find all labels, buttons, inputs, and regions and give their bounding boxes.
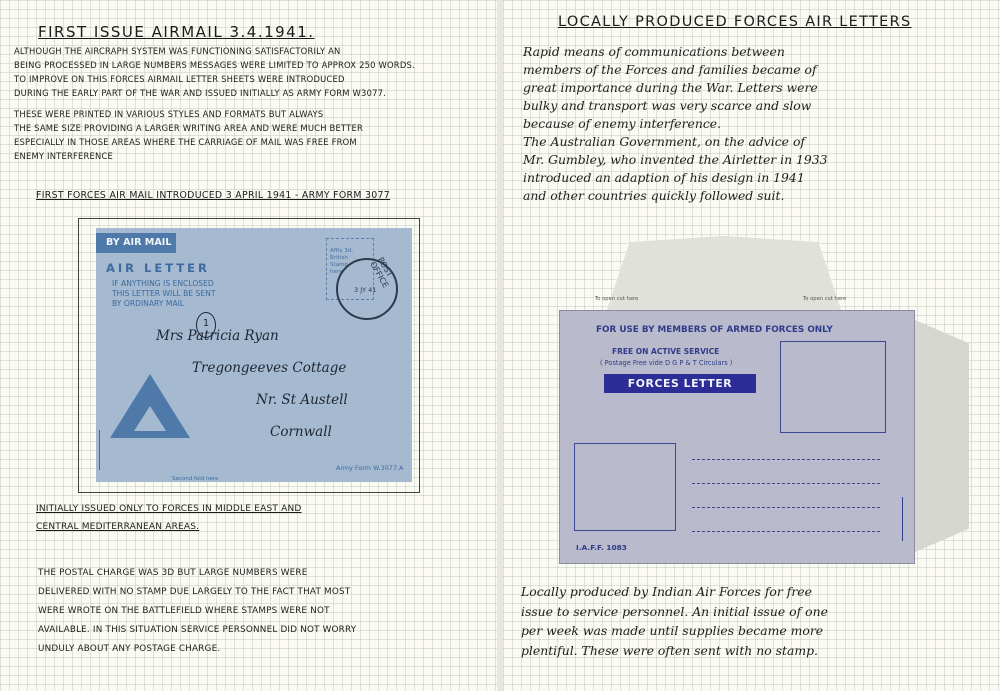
air-letter-heading: AIR LETTER [106, 261, 210, 275]
handwritten-line: bulky and transport was very scarce and slow [523, 98, 812, 113]
letter-side-flap [915, 320, 969, 552]
circled-number: 1 [196, 312, 216, 338]
intro-line: THESE WERE PRINTED IN VARIOUS STYLES AND FORMATS BUT ALWAYS [14, 109, 324, 119]
postage-free-text: ( Postage Free vide D G P & T Circulars ) [600, 359, 733, 367]
postal-note-line: AVAILABLE. IN THIS SITUATION SERVICE PERSONNEL DID NOT WORRY [38, 625, 357, 635]
intro-line: BEING PROCESSED IN LARGE NUMBERS MESSAGES WERE LIMITED TO APPROX 250 WORDS. [14, 60, 415, 70]
enclosure-notice [112, 279, 215, 309]
by-air-mail-label: BY AIR MAIL [96, 233, 176, 253]
issue-note [36, 500, 302, 536]
right-album-page [503, 0, 1000, 691]
censor-box [780, 341, 886, 433]
address-rule [692, 483, 880, 484]
indian-forces-note [521, 582, 828, 660]
handwritten-line: The Australian Government, on the advice of [523, 134, 805, 149]
handwritten-line: introduced an adaption of his design in 1941 [523, 170, 805, 185]
intro-line: ENEMY INTERFERENCE [14, 151, 114, 161]
issue-note-line: CENTRAL MEDITERRANEAN AREAS. [36, 522, 200, 532]
handwritten-line: issue to service personnel. An initial issue of one [521, 603, 828, 619]
fold-arrow-icon [902, 497, 903, 541]
air-letter-envelope [96, 228, 412, 482]
address-line: Mrs Patricia Ryan [156, 328, 279, 344]
address-line: Nr. St Austell [256, 392, 348, 408]
address-rule [692, 507, 880, 508]
fold-arrow-icon [99, 430, 100, 470]
forces-letter-sheet [559, 310, 915, 564]
intro-line: THE SAME SIZE PROVIDING A LARGER WRITING AREA AND WERE MUCH BETTER [14, 123, 363, 133]
free-service-text: FREE ON ACTIVE SERVICE [612, 347, 720, 356]
enclosure-line: BY ORDINARY MAIL [112, 299, 185, 308]
airmail-caption: FIRST FORCES AIR MAIL INTRODUCED 3 APRIL 1941 - ARMY FORM 3077 [36, 190, 391, 201]
intro-line: ESPECIALLY IN THOSE AREAS WHERE THE CARRIAGE OF MAIL WAS FREE FROM [14, 137, 357, 147]
address-line: Tregongeeves Cottage [192, 360, 347, 376]
postal-note-line: DELIVERED WITH NO STAMP DUE LARGELY TO THE FACT THAT MOST [38, 587, 351, 597]
left-page-title: FIRST ISSUE AIRMAIL 3.4.1941. [38, 23, 315, 41]
handwritten-line: Rapid means of communications between [523, 44, 785, 59]
postmark-text: POST OFFICE [368, 255, 395, 290]
army-form-number: Army Form W.3077.A [336, 464, 404, 472]
cut-instruction: To open cut here [803, 296, 847, 302]
address-line: Cornwall [270, 424, 332, 440]
triangle-emblem-inner [134, 406, 166, 431]
address-rule [692, 459, 880, 460]
left-album-page [0, 0, 497, 691]
handwritten-line: great importance during the War. Letters were [523, 80, 818, 95]
postal-charge-note [38, 564, 356, 659]
form-number: I.A.F.F. 1083 [576, 543, 627, 552]
enclosure-line: THIS LETTER WILL BE SENT [112, 289, 216, 298]
handwritten-line: members of the Forces and families became of [523, 62, 817, 77]
stamp-instructions: Affix 3d. British Stamp here [330, 248, 354, 275]
postal-note-line: THE POSTAL CHARGE WAS 3D BUT LARGE NUMBERS WERE [38, 568, 308, 578]
intro-line: ALTHOUGH THE AIRCRAPH SYSTEM WAS FUNCTIONING SATISFACTORILY AN [14, 46, 341, 56]
fold-instruction: Second fold here [172, 476, 219, 482]
sender-box [574, 443, 676, 531]
handwritten-line: Mr. Gumbley, who invented the Airletter in 1933 [523, 152, 828, 167]
issue-note-line: INITIALLY ISSUED ONLY TO FORCES IN MIDDLE EAST AND [36, 504, 302, 514]
handwritten-line: plentiful. These were often sent with no stamp. [521, 642, 818, 658]
handwritten-line: because of enemy interference. [523, 116, 722, 131]
forces-letter-banner: FORCES LETTER [604, 374, 756, 393]
postal-note-line: WERE WROTE ON THE BATTLEFIELD WHERE STAMPS WERE NOT [38, 606, 330, 616]
intro-line: TO IMPROVE ON THIS FORCES AIRMAIL LETTER SHEETS WERE INTRODUCED [14, 74, 345, 84]
intro-line: DURING THE EARLY PART OF THE WAR AND ISSUED INITIALLY AS ARMY FORM W3077. [14, 88, 387, 98]
cut-instruction: To open cut here [595, 296, 639, 302]
postal-note-line: UNDULY ABOUT ANY POSTAGE CHARGE. [38, 644, 221, 654]
postmark-date: 3 JY 41 [354, 286, 377, 294]
forces-only-heading: FOR USE BY MEMBERS OF ARMED FORCES ONLY [596, 325, 833, 335]
handwritten-line: Locally produced by Indian Air Forces for free [521, 584, 812, 599]
right-page-title: LOCALLY PRODUCED FORCES AIR LETTERS [558, 14, 912, 30]
handwritten-line: and other countries quickly followed suit. [523, 188, 785, 203]
enclosure-line: IF ANYTHING IS ENCLOSED [112, 279, 214, 288]
address-rule [692, 531, 880, 532]
handwritten-line: per week was made until supplies became more [521, 623, 824, 638]
